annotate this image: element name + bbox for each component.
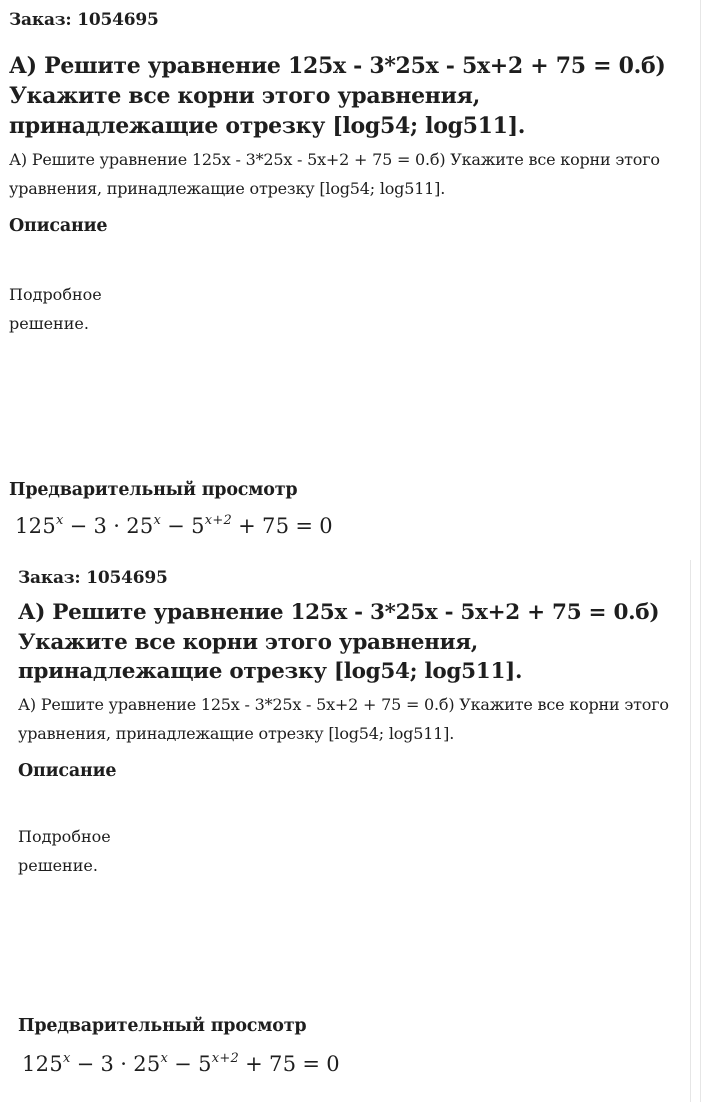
formula-plus: + bbox=[238, 514, 257, 538]
task-summary: А) Решите уравнение 125x - 3*25x - 5x+2 + 75 = 0.б) Укажите все корни этого уравнения, принадлежащие отрезку [log54; log511]. bbox=[9, 150, 660, 198]
formula-exp-2: x bbox=[160, 1051, 169, 1066]
formula-rhs: 0 bbox=[319, 514, 333, 538]
description-heading: Описание bbox=[9, 216, 108, 236]
task-title: А) Решите уравнение 125x - 3*25x - 5x+2 + 75 = 0.б) Укажите все корни этого уравнения, принадлежащие отрезку [log54; log511]. bbox=[9, 53, 666, 139]
order-number: Заказ: 1054695 bbox=[18, 568, 168, 588]
formula-base-5: 5 bbox=[198, 1052, 212, 1076]
formula-base-125: 125 bbox=[22, 1052, 63, 1076]
formula-exp-1: x bbox=[55, 513, 64, 528]
formula-exp-2: x bbox=[153, 513, 162, 528]
formula-exp-3: x+2 bbox=[211, 1051, 240, 1066]
formula-dot: · bbox=[120, 1052, 128, 1076]
description-text: Подробное решение. bbox=[18, 827, 111, 875]
order-number: Заказ: 1054695 bbox=[9, 10, 159, 30]
formula-minus-1: − bbox=[76, 1052, 95, 1076]
formula-exp-3: x+2 bbox=[204, 513, 233, 528]
formula-equals: = bbox=[295, 514, 314, 538]
preview-formula bbox=[22, 1052, 340, 1076]
preview-heading: Предварительный просмотр bbox=[9, 480, 298, 500]
formula-exp-1: x bbox=[62, 1051, 71, 1066]
formula-rhs: 0 bbox=[326, 1052, 340, 1076]
formula-coef: 3 bbox=[93, 514, 108, 538]
formula-dot: · bbox=[113, 514, 121, 538]
formula-base-25: 25 bbox=[133, 1052, 161, 1076]
formula-const: 75 bbox=[269, 1052, 297, 1076]
task-summary: А) Решите уравнение 125x - 3*25x - 5x+2 + 75 = 0.б) Укажите все корни этого уравнения, принадлежащие отрезку [log54; log511]. bbox=[18, 695, 669, 743]
formula-coef: 3 bbox=[100, 1052, 115, 1076]
formula-minus-2: − bbox=[167, 514, 186, 538]
formula-base-25: 25 bbox=[126, 514, 154, 538]
formula-plus: + bbox=[245, 1052, 264, 1076]
task-title: А) Решите уравнение 125x - 3*25x - 5x+2 + 75 = 0.б) Укажите все корни этого уравнения, принадлежащие отрезку [log54; log511]. bbox=[18, 600, 660, 684]
formula-equals: = bbox=[302, 1052, 321, 1076]
preview-formula bbox=[15, 514, 333, 538]
formula-base-5: 5 bbox=[191, 514, 205, 538]
description-text: Подробное решение. bbox=[9, 285, 102, 333]
formula-const: 75 bbox=[262, 514, 290, 538]
preview-heading: Предварительный просмотр bbox=[18, 1016, 307, 1036]
formula-base-125: 125 bbox=[15, 514, 56, 538]
formula-minus-1: − bbox=[69, 514, 88, 538]
formula-minus-2: − bbox=[174, 1052, 193, 1076]
inner-frame-border bbox=[690, 560, 691, 1102]
description-heading: Описание bbox=[18, 761, 117, 781]
